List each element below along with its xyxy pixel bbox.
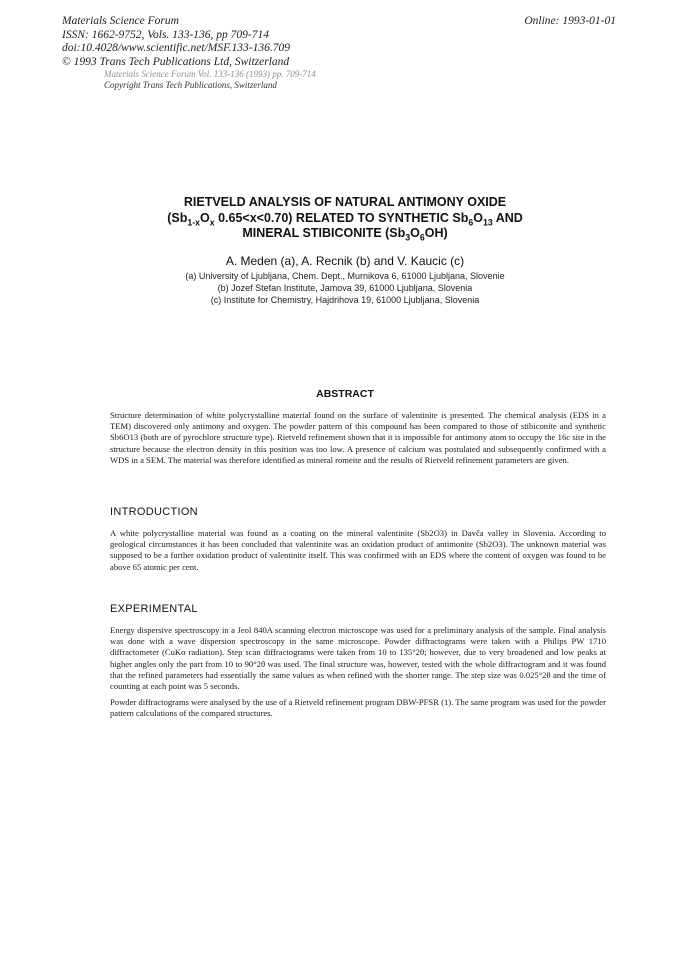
- journal-name: Materials Science Forum: [62, 15, 179, 27]
- abstract-heading: ABSTRACT: [316, 388, 374, 400]
- experimental-paragraph-2: Powder diffractograms were analysed by the use of a Rietveld refinement program DBW-PFSR (1). The same program was used for the powder pattern calculations of the compared structures.: [110, 697, 606, 719]
- introduction-heading: INTRODUCTION: [110, 506, 198, 518]
- experimental-text: [110, 625, 606, 720]
- publication-header: [62, 15, 290, 69]
- online-date: Online: 1993-01-01: [524, 15, 616, 27]
- abstract-text: Structure determination of white polycrystalline material found on the surface of valentinite is presented. The chemical analysis (EDS in a TEM) discovered only antimony and oxygen. The powder pattern of this compound has been compared to those of stibiconite and synthetic Sb6O13 (both are of pyrochlore structure type). Rietveld refinement shown that it is impossible for antimony atom to occupy the 16c site in the structure because the electron density in this position was too low. A presence of calcium was postulated and subsequently confirmed with a WDS in a SEM. The material was therefore identified as mineral romeite and the results of Rietveld refinement parameters are given.: [110, 410, 606, 465]
- introduction-text: A white polycrystalline material was found as a coating on the mineral valentinite (Sb2O3) in Davča valley in Slovenia. According to geological circumstances it has been concluded that valentinite was an oxidation product of antimonite (Sb2O3). The unknown material was supposed to be a further oxidation product of valentinite itself. This was confirmed with an EDS where the content of oxygen was found to be above 65 atomic per cent.: [110, 528, 606, 572]
- title-line-2: ($Sb_{1-x}O_x$ 0.65<x<0.70) RELATED TO SYNTHETIC $Sb_6O_{13}$ AND: [167, 210, 523, 227]
- scanned-copyright-line: Copyright Trans Tech Publications, Switzerland: [104, 80, 277, 90]
- experimental-heading: EXPERIMENTAL: [110, 603, 198, 615]
- doi-line[interactable]: doi:10.4028/www.scientific.net/MSF.133-136.709: [62, 42, 290, 54]
- affiliation-a: (a) University of Ljubljana, Chem. Dept., Murnikova 6, 61000 Ljubljana, Slovenie: [185, 271, 505, 281]
- affiliation-c: (c) Institute for Chemistry, Hajdrihova 19, 61000 Ljubljana, Slovenia: [210, 295, 480, 305]
- title-line-1: RIETVELD ANALYSIS OF NATURAL ANTIMONY OXIDE: [183, 195, 507, 209]
- paper-title: [80, 195, 610, 242]
- copyright-line: © 1993 Trans Tech Publications Ltd, Switzerland: [62, 55, 290, 68]
- experimental-paragraph-1: Energy dispersive spectroscopy in a Jeol 840A scanning electron microscope was used for a preliminary analysis of the sample. Final analysis was done with a wave dispersion spectroscopy in the same microscope. Powder diffractograms were taken with a Philips PW 1710 diffractometer (CuKα radiation). Step scan diffractograms were taken from 10 to 135°2θ; however, due to very broadened and low peaks at higher angles only the part from 10 to 90°2θ was used. The final structure was, however, tested with the whole diffractogram and it was found that the refined parameters had essentially the same values as when refined with the shorter range. The step size was 0.025°2θ and the time of counting at each point was 5 seconds.: [110, 625, 606, 692]
- scanned-journal-line: Materials Science Forum Vol. 133-136 (1993) pp. 709-714: [104, 69, 316, 79]
- title-line-3: MINERAL STIBICONITE $(Sb_3O_6OH)$: [242, 226, 448, 243]
- issn-line: ISSN: 1662-9752, Vols. 133-136, pp 709-714: [62, 28, 269, 41]
- scanned-header: [104, 69, 316, 91]
- affiliations: [100, 270, 590, 306]
- author-list: A. Meden (a), A. Recnik (b) and V. Kaucic (c): [225, 254, 465, 268]
- affiliation-b: (b) Jozef Stefan Institute, Jamova 39, 61000 Ljubljana, Slovenia: [217, 283, 473, 293]
